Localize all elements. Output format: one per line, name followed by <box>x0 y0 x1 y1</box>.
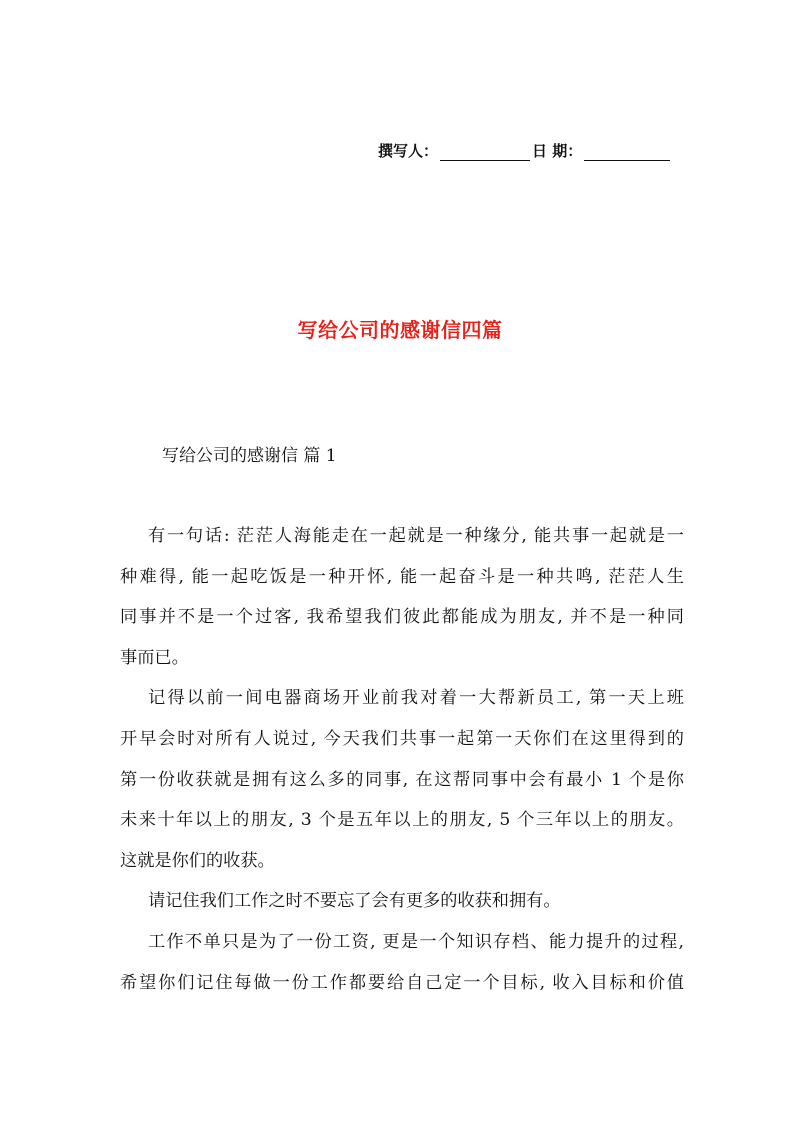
date-label: 日 期： <box>532 142 583 160</box>
body-line: 请记住我们工作之时不要忘了会有更多的收获和拥有。 <box>148 891 561 912</box>
body-line: 工作不单只是为了一份工资, 更是一个知识存档、能力提升的过程, <box>148 931 684 952</box>
body-line: 种难得, 能一起吃饭是一种开怀, 能一起奋斗是一种共鸣, 茫茫人生 <box>120 566 684 587</box>
body-line: 这就是你们的收获。 <box>120 850 275 871</box>
body-line: 事而已。 <box>120 647 189 668</box>
date-blank <box>584 146 670 161</box>
section-heading: 写给公司的感谢信 篇 1 <box>162 446 337 466</box>
letter-body <box>120 516 684 1003</box>
body-line: 希望你们记住每做一份工作都要给自己定一个目标, 收入目标和价值 <box>120 972 684 993</box>
author-blank <box>440 146 530 161</box>
body-line: 同事并不是一个过客, 我希望我们彼此都能成为朋友, 并不是一种同 <box>120 607 684 628</box>
body-line: 未来十年以上的朋友, 3 个是五年以上的朋友, 5 个三年以上的朋友。 <box>120 810 684 831</box>
author-label: 撰写人： <box>378 142 439 160</box>
body-line: 开早会时对所有人说过, 今天我们共事一起第一天你们在这里得到的 <box>120 728 684 749</box>
body-line: 有一句话: 茫茫人海能走在一起就是一种缘分, 能共事一起就是一 <box>148 526 684 546</box>
document-title: 写给公司的感谢信四篇 <box>297 318 503 342</box>
body-line: 记得以前一间电器商场开业前我对着一大帮新员工, 第一天上班 <box>148 688 684 709</box>
body-line: 第一份收获就是拥有这么多的同事, 在这帮同事中会有最小 1 个是你 <box>120 769 684 790</box>
author-date-line <box>378 140 672 161</box>
